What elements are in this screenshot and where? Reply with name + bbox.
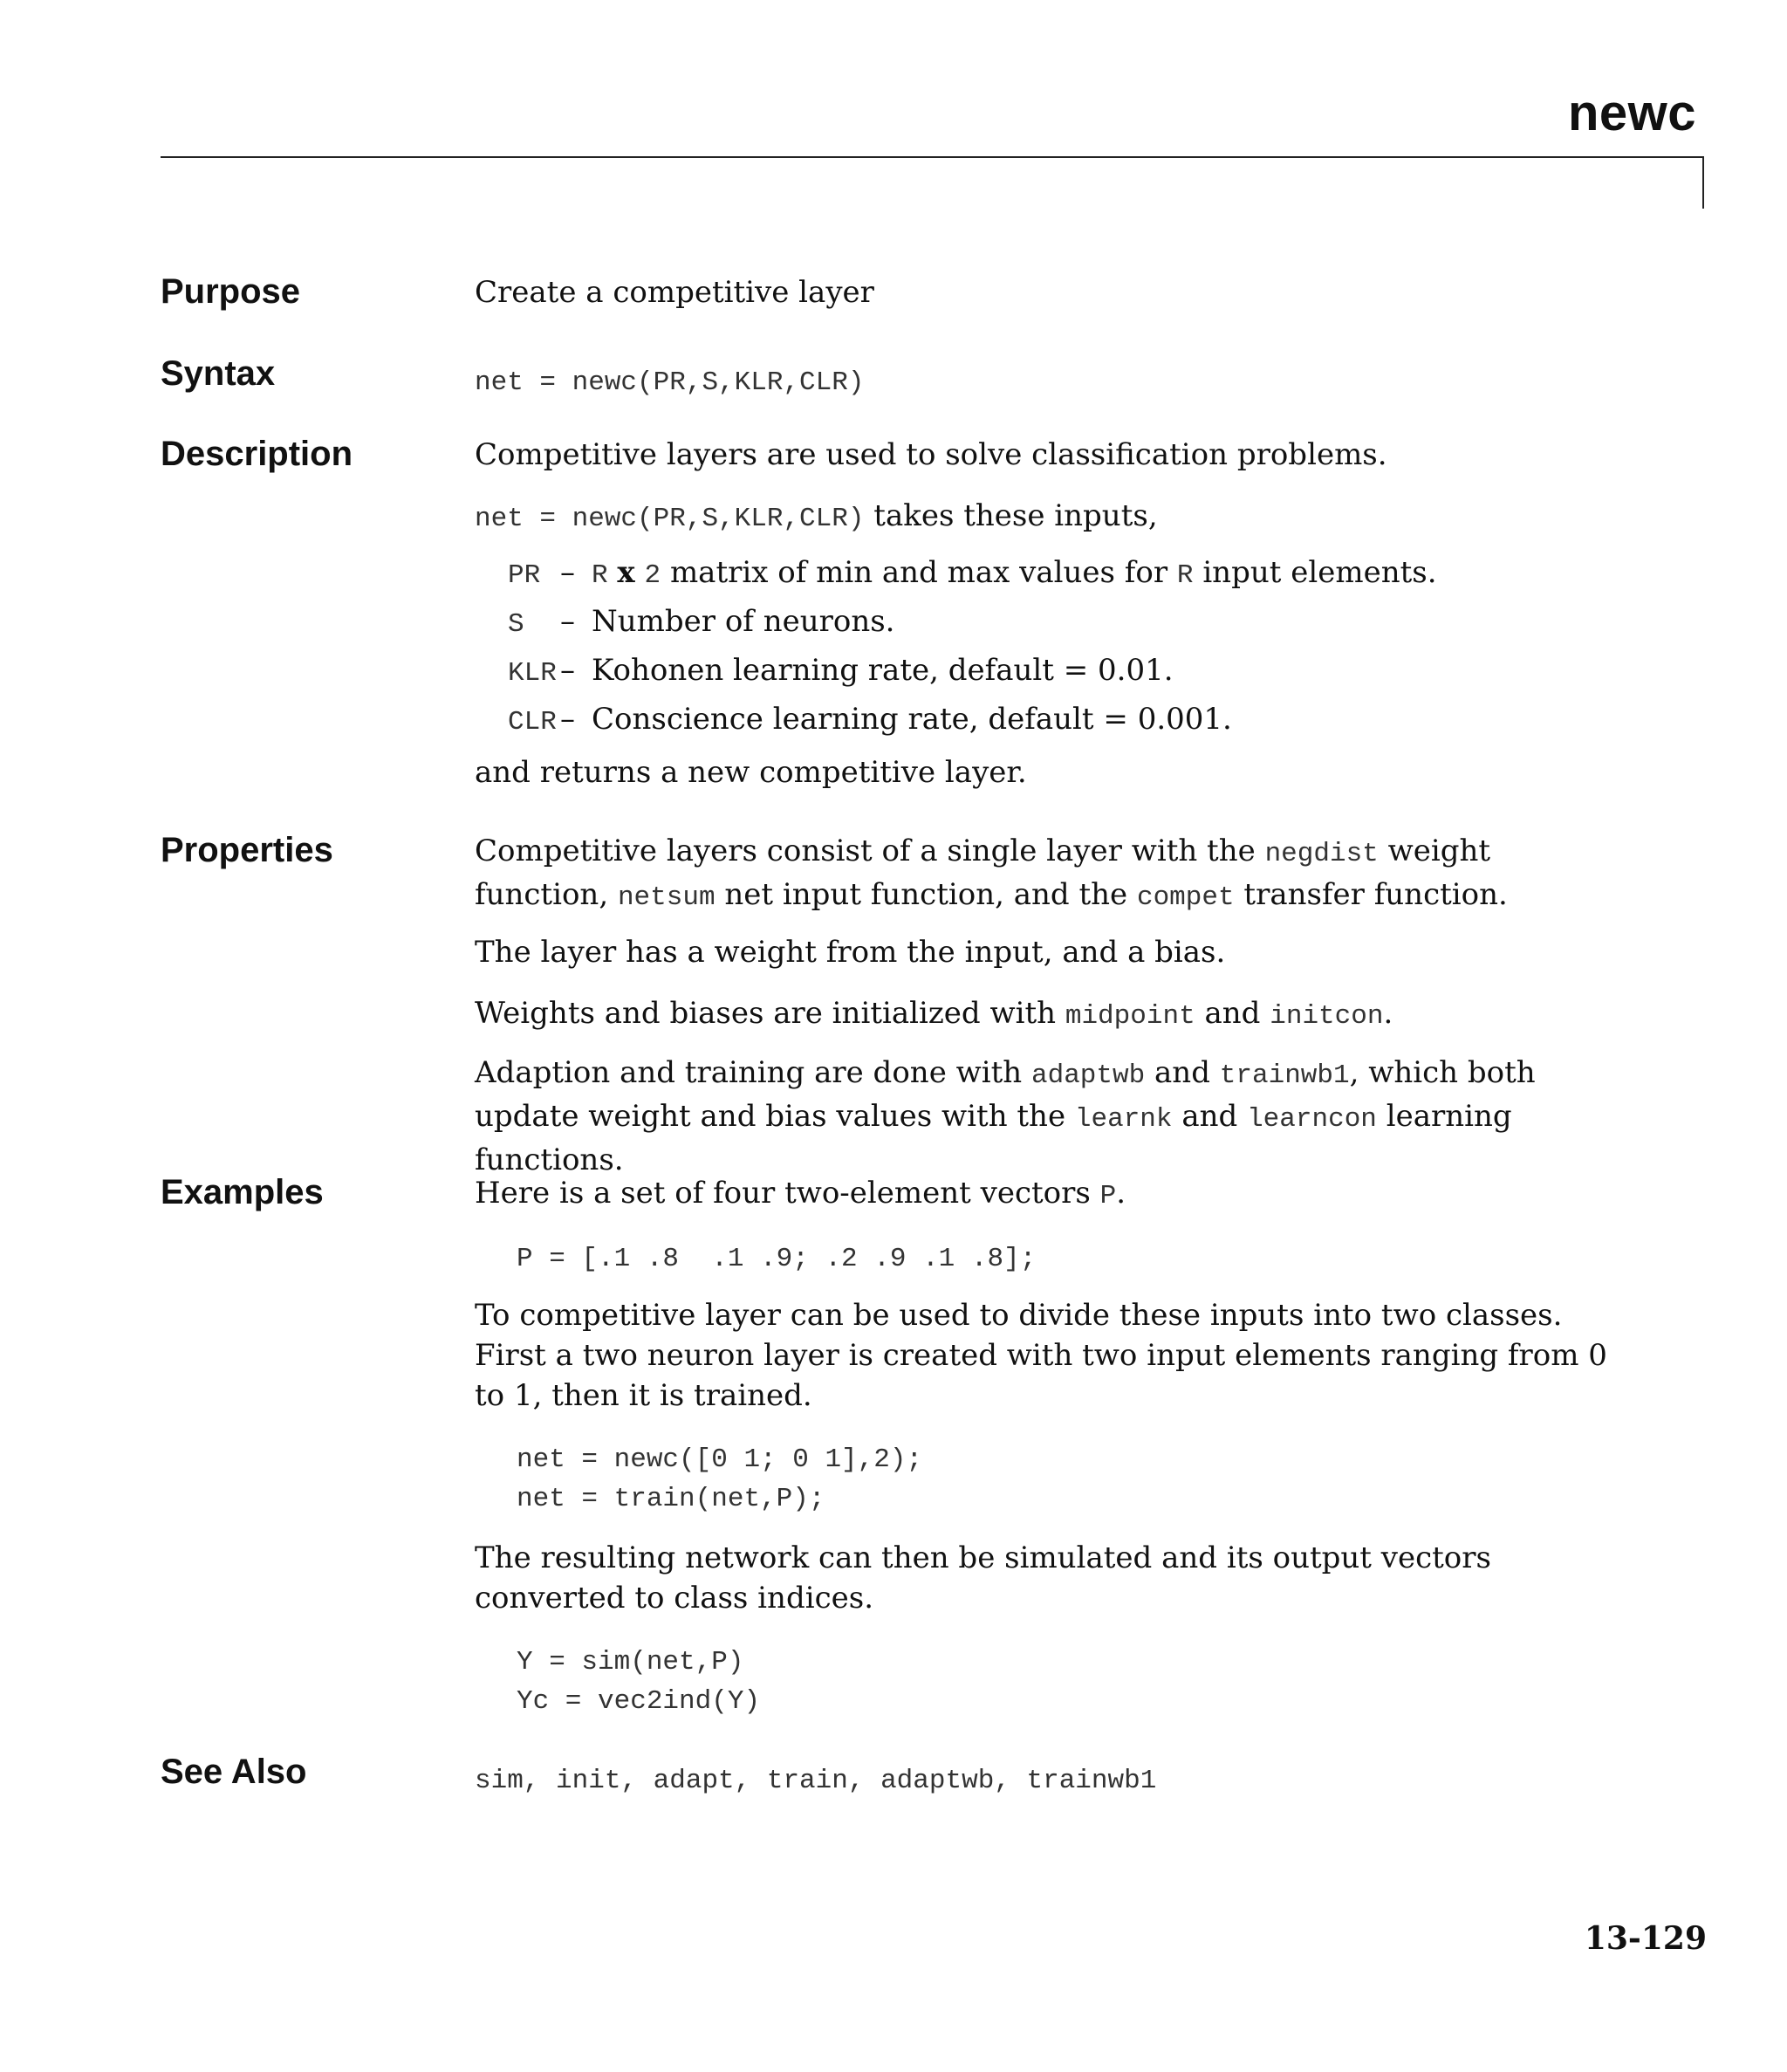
examples-intro: [475, 1173, 1626, 1217]
code-initcon: initcon: [1270, 1001, 1384, 1032]
text: transfer function.: [1243, 877, 1508, 912]
arg-tail: input elements.: [1202, 555, 1437, 590]
examples-code-1: P = [.1 .8 .1 .9; .2 .9 .1 .8];: [517, 1244, 1037, 1274]
examples-code-2: net = newc([0 1; 0 1],2); net = train(net,P);: [517, 1444, 923, 1514]
description-returns: and returns a new competitive layer.: [475, 755, 1027, 790]
text: Competitive layers consist of a single layer with the: [475, 834, 1256, 868]
code-p: P: [1099, 1181, 1117, 1211]
code-trainwb1: trainwb1: [1219, 1060, 1350, 1091]
examples-paragraph-2: To competitive layer can be used to divide these inputs into two classes. First a two neuron layer is created with two input elements ranging from 0 to 1, then it is trained.: [475, 1298, 1607, 1413]
arg-r: R: [592, 560, 608, 591]
arg-two: 2: [644, 560, 661, 591]
text: Weights and biases are initialized with: [475, 996, 1057, 1031]
code-learncon: learncon: [1247, 1104, 1377, 1135]
description-call-suffix: takes these inputs,: [873, 498, 1158, 533]
see-also-list: sim, init, adapt, train, adaptwb, trainwb1: [475, 1766, 1157, 1796]
arg-dash: –: [560, 555, 575, 590]
arg-row-pr: [508, 555, 1437, 591]
arg-name: CLR: [508, 707, 557, 738]
properties-label: Properties: [161, 831, 333, 869]
arg-text: Conscience learning rate, default = 0.001.: [592, 702, 1232, 737]
text: Here is a set of four two-element vectors: [475, 1176, 1091, 1211]
header-rule: [161, 156, 1704, 158]
properties-p1: [475, 831, 1626, 918]
examples-label: Examples: [161, 1173, 324, 1211]
description-call: net = newc(PR,S,KLR,CLR): [475, 504, 865, 534]
arg-text: Number of neurons.: [592, 604, 895, 639]
description-label: Description: [161, 435, 353, 473]
properties-p3: [475, 993, 1626, 1037]
arg-dash: –: [560, 604, 575, 639]
arg-dash: –: [560, 702, 575, 737]
properties-p4: [475, 1053, 1626, 1180]
see-also-label: See Also: [161, 1753, 307, 1791]
syntax-code: net = newc(PR,S,KLR,CLR): [475, 367, 865, 398]
arg-x: x: [617, 555, 635, 590]
text: learning functions.: [475, 1099, 1512, 1177]
examples-code-3: Y = sim(net,P) Yc = vec2ind(Y): [517, 1647, 761, 1717]
description-call-line: [475, 496, 1626, 539]
text: , which both update weight and bias values with the: [475, 1055, 1536, 1134]
arg-r2: R: [1176, 560, 1194, 591]
text: and: [1181, 1099, 1238, 1134]
text: and: [1154, 1055, 1210, 1090]
properties-p2: The layer has a weight from the input, and a bias.: [475, 935, 1226, 970]
code-netsum: netsum: [617, 882, 715, 913]
purpose-text: Create a competitive layer: [475, 275, 874, 310]
arg-row-s: [508, 604, 895, 640]
syntax-label: Syntax: [161, 354, 276, 393]
code-learnk: learnk: [1074, 1104, 1173, 1135]
arg-dash: –: [560, 653, 575, 688]
text: net input function, and the: [724, 877, 1128, 912]
text: weight function,: [475, 834, 1491, 912]
arg-row-clr: [508, 702, 1232, 738]
page-number: 13-129: [1584, 1920, 1707, 1957]
code-midpoint: midpoint: [1065, 1001, 1195, 1032]
arg-name: S: [508, 609, 524, 640]
text: .: [1383, 996, 1393, 1031]
text: Adaption and training are done with: [475, 1055, 1023, 1090]
purpose-label: Purpose: [161, 272, 301, 311]
page-title: newc: [1567, 85, 1696, 141]
arg-text: Kohonen learning rate, default = 0.01.: [592, 653, 1174, 688]
arg-text: matrix of min and max values for: [669, 555, 1168, 590]
text: and: [1204, 996, 1261, 1031]
arg-name: KLR: [508, 658, 557, 689]
header-rule-tick: [1702, 156, 1704, 209]
arg-row-klr: [508, 653, 1174, 689]
code-compet: compet: [1136, 882, 1235, 913]
code-negdist: negdist: [1264, 839, 1379, 869]
arg-name: PR: [508, 560, 541, 591]
description-intro: Competitive layers are used to solve classification problems.: [475, 437, 1387, 472]
text: .: [1116, 1176, 1126, 1211]
code-adaptwb: adaptwb: [1030, 1060, 1146, 1091]
examples-paragraph-3: The resulting network can then be simulated and its output vectors converted to class indices.: [475, 1540, 1491, 1616]
